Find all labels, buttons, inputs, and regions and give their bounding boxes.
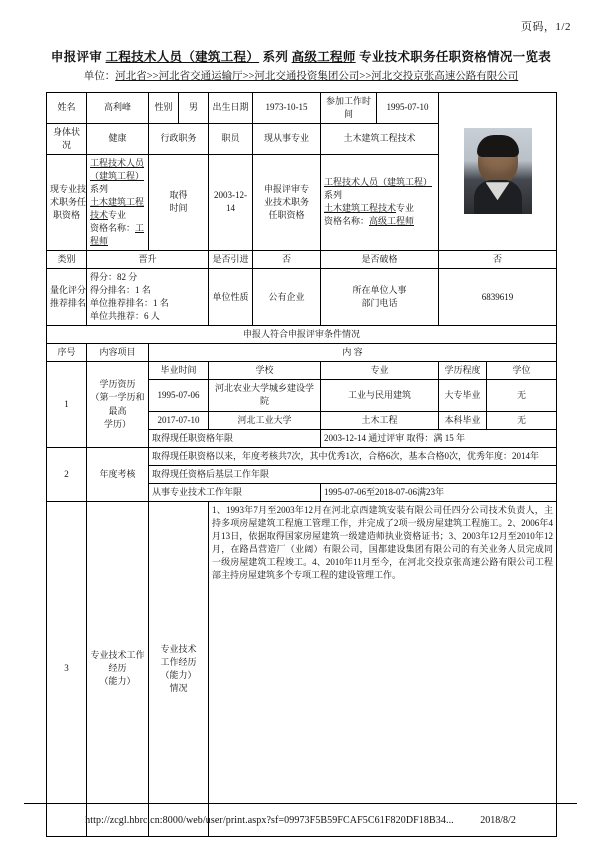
unit-nature-value: 公有企业 [253,269,321,326]
is-special-value: 否 [253,251,321,269]
current-qual-label [47,154,87,250]
experience-sub-label-l2: 工作经历 [160,656,197,667]
current-qual-series-word: 系列 [90,183,109,194]
score-label-l2: 推荐排名 [50,298,87,309]
table-row-experience [47,501,557,836]
edu-col-school: 学校 [209,362,321,380]
hr-phone-label-l2: 部门电话 [361,298,398,309]
edu-grad-time-0: 1995-07-06 [149,380,209,411]
apply-qual-major-line [324,202,435,215]
get-time-label-l2: 时间 [169,203,188,214]
assessment-item: 年度考核 [87,447,149,501]
apply-qual-name-line [324,215,435,228]
current-qual-major: 土木建筑工程技术 [90,196,145,220]
experience-item [87,501,149,836]
current-qual-name-value: 工程师 [90,222,145,247]
education-item-l2: （第一学历和最高 [90,392,145,416]
is-broken-value: 否 [439,251,557,269]
current-qual-label-l1: 现专业技 [50,183,87,194]
experience-no: 3 [47,501,87,836]
footer-date: 2018/8/2 [480,815,516,826]
title-suffix: 专业技术职务任职资格情况一览表 [359,50,552,64]
document-body [46,48,556,837]
current-qual-label-l3: 职资格 [52,209,80,220]
title-series-name: 工程技术人员（建筑工程） [105,50,260,64]
table-row-score [47,269,557,326]
major-value: 土木建筑工程技术 [321,123,439,154]
apply-qual-series: 工程技术人员（建筑工程） [324,177,433,188]
footer-divider [24,803,577,804]
health-value: 健康 [87,123,149,154]
table-row-section-title [47,326,557,344]
photo-cell [439,92,557,251]
admin-post-label: 行政职务 [149,123,209,154]
unit-label: 单位： [83,70,116,82]
major-label: 现从事专业 [253,123,321,154]
assessment-line-2: 取得现任资格后基层工作年限 [149,465,557,483]
edu-school-1: 河北工业大学 [209,411,321,429]
apply-qual-series-line [324,176,435,202]
apply-qual-series-suffix: 系列 [324,190,343,201]
name-value: 高利峰 [87,92,149,123]
experience-sub-label [149,501,209,836]
edu-col-major: 专业 [321,362,439,380]
education-no: 1 [47,362,87,447]
table-row-category [47,251,557,269]
edu-grad-time-1: 2017-07-10 [149,411,209,429]
unit-line [46,69,556,86]
edu-col-level: 学历程度 [439,362,487,380]
current-qual-name-label: 资格名称： [90,222,136,233]
qual-years-label: 取得现任职资格年限 [149,429,321,447]
education-item [87,362,149,447]
edu-col-degree: 学位 [487,362,557,380]
avatar-collar [486,182,510,200]
edu-degree-0: 无 [487,380,557,411]
page-footer [0,815,601,826]
experience-text: 1、1993年7月至2003年12月在河北京西建筑安装有限公司任四分公司技术负责人，主持多项房屋建筑工程施工管理工作，并完成了2项一级房屋建筑工程施工。2、2006年4月13日，依据取得国家房屋建筑一级建造师执业资格证书；3、2003年12月至2010年12月，在路昌营造厂（业阔）有限公司，国都建设集团有限公司的有关业务人员完成同一级房屋建筑工程竣工。4、2010年11月至今，在河北交投京张高速公路有限公司工程部主持房屋建筑多个专项工程的建设管理工作。 [209,501,557,836]
assessment-no: 2 [47,447,87,501]
get-time-value: 2003-12-14 [209,154,253,250]
table-row-education-head [47,362,557,380]
hr-phone-value: 6839619 [439,269,557,326]
score-label [47,269,87,326]
get-time-label [149,154,209,250]
unit-value: 河北省>>河北省交通运输厅>>河北交通投资集团公司>>河北交投京张高速公路有限公司 [115,70,519,82]
work-start-value: 1995-07-10 [377,92,439,123]
work-years-label: 从事专业技术工作年限 [149,483,321,501]
experience-item-l2: （能力） [99,676,136,687]
birth-value: 1973-10-15 [253,92,321,123]
apply-qual-label [253,154,321,250]
edu-school-0: 河北农业大学城乡建设学院 [209,380,321,411]
experience-sub-label-l1: 专业技术 [160,643,197,654]
unit-nature-label: 单位性质 [209,269,253,326]
table-row-conditions-head [47,344,557,362]
current-qual-major-line [90,196,145,222]
experience-sub-label-l4: 情况 [169,682,188,693]
footer-url: http://zcgl.hbrc.cn:8000/web/user/print.aspx?sf=09973F5B59FCAF5C61F820DF18B34... [85,815,454,826]
experience-item-l1: 专业技术工作经历 [90,650,145,674]
hr-phone-label [321,269,439,326]
gender-label: 性别 [149,92,179,123]
is-special-label: 是否引进 [209,251,253,269]
apply-qual-name-label: 资格名称： [324,216,370,227]
qual-years-value: 2003-12-14 通过评审 取得：满 15 年 [321,429,557,447]
current-qual-major-suffix: 专业 [108,209,127,220]
title-prefix: 申报评审 [50,50,103,64]
work-years-value: 1995-07-06至2018-07-06满23年 [321,483,557,501]
education-item-l1: 学历资历 [99,379,136,390]
score-label-l1: 量化评分 [50,285,87,296]
apply-qual-label-l3: 任职资格 [268,209,305,220]
get-time-label-l1: 取得 [169,190,188,201]
current-qual-value [87,154,149,250]
apply-qual-name-value: 高级工程师 [369,216,415,227]
category-label: 类别 [47,251,87,269]
current-qual-series: 工程技术人员（建筑工程） [90,157,145,181]
main-table [46,92,557,837]
page-title [46,48,556,67]
avatar [464,128,532,214]
conditions-header: 申报人符合申报评审条件情况 [47,326,557,344]
health-label: 身体状况 [47,123,87,154]
assessment-line-1: 取得现任职资格以来，年度考核共7次，其中优秀1次，合格6次，基本合格0次，优秀年度：2014年 [149,447,557,465]
edu-level-1: 本科毕业 [439,411,487,429]
current-qual-name-line [90,222,145,248]
edu-degree-1: 无 [487,411,557,429]
score-item-1: 得分排名：1 名 [90,285,151,296]
birth-label: 出生日期 [209,92,253,123]
avatar-hair [477,135,519,157]
current-qual-label-l2: 术职务任 [50,196,87,207]
table-row-name [47,92,557,123]
score-item-3: 单位共推荐：6 人 [90,311,160,322]
apply-qual-major-suffix: 专业 [396,203,415,214]
col-head-content: 内 容 [149,344,557,362]
col-head-item: 内容项目 [87,344,149,362]
work-start-label: 参加工作时间 [321,92,377,123]
apply-qual-major: 土木建筑工程技术 [324,203,397,214]
score-values [87,269,209,326]
title-grade: 高级工程师 [291,50,356,64]
apply-qual-value [321,154,439,250]
title-series-word: 系列 [262,50,289,64]
apply-qual-label-l1: 申报评审专 [263,183,309,194]
score-item-2: 单位推荐排名：1 名 [90,298,169,309]
name-label: 姓名 [47,92,87,123]
gender-value: 男 [179,92,209,123]
admin-post-value: 职员 [209,123,253,154]
col-head-no: 序号 [47,344,87,362]
education-item-l3: 学历） [103,418,131,429]
edu-col-grad-time: 毕业时间 [149,362,209,380]
is-broken-label: 是否破格 [321,251,439,269]
experience-sub-label-l3: （能力） [160,669,197,680]
edu-major-1: 土木工程 [321,411,439,429]
category-value: 晋升 [87,251,209,269]
hr-phone-label-l1: 所在单位人事 [352,285,407,296]
page-number: 页码，1/2 [520,21,571,33]
table-row-assessment-1 [47,447,557,465]
edu-level-0: 大专毕业 [439,380,487,411]
score-item-0: 得分：82 分 [90,272,138,283]
apply-qual-label-l2: 业技术职务 [263,196,309,207]
edu-major-0: 工业与民用建筑 [321,380,439,411]
